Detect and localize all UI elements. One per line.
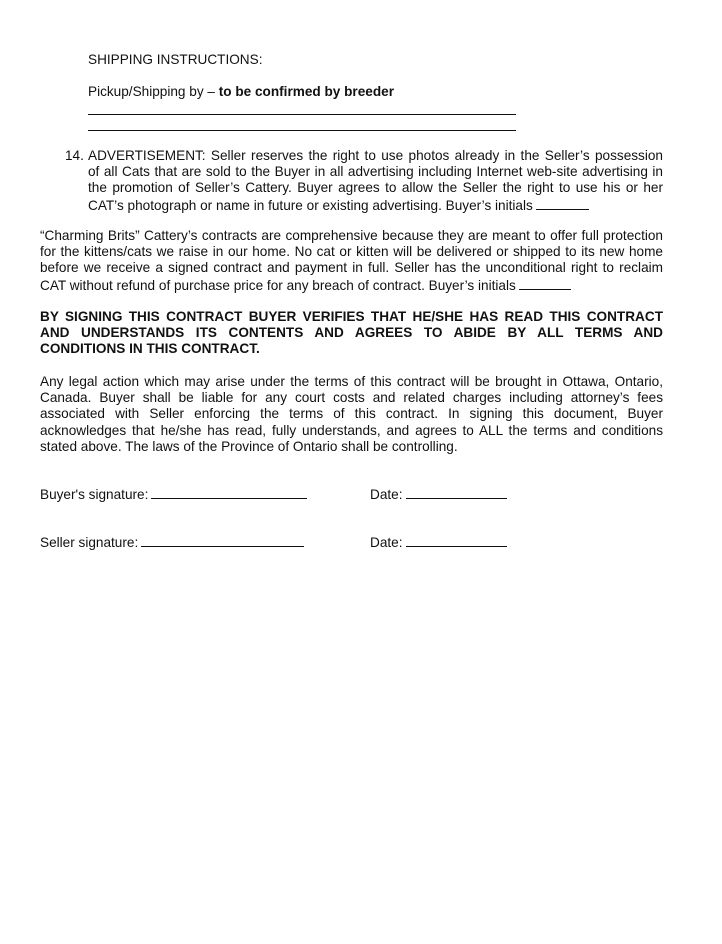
seller-date-field[interactable] (406, 534, 507, 547)
buyer-initials-field-cattery[interactable] (519, 277, 571, 290)
advertisement-clause (88, 148, 663, 214)
pickup-line (88, 84, 394, 100)
seller-signature-field[interactable] (141, 534, 304, 547)
buyer-signature-label: Buyer's signature: (40, 487, 149, 502)
buyer-date-field[interactable] (406, 486, 507, 499)
legal-paragraph (40, 374, 663, 455)
shipping-blank-line-2[interactable] (88, 130, 516, 131)
legal-line: stated above. The laws of the Province of Ontario shall be controlling. (40, 438, 458, 454)
pickup-label: Pickup/Shipping by – (88, 84, 219, 99)
legal-line: Canada. Buyer shall be liable for any court costs and related charges including attorney’s fees (40, 390, 663, 406)
advertisement-line: CAT’s photograph or name in future or existing advertising. Buyer’s initials (88, 197, 533, 213)
shipping-blank-line-1[interactable] (88, 114, 516, 115)
shipping-heading: SHIPPING INSTRUCTIONS: (88, 52, 263, 67)
item-number: 14. (65, 148, 84, 163)
buyer-initials-field-advertisement[interactable] (536, 197, 589, 210)
cattery-line: for the kittens/cats we raise in our home. No cat or kitten will be delivered or shipped to its new home (40, 244, 663, 260)
seller-date-label: Date: (370, 535, 403, 550)
cattery-line: “Charming Brits” Cattery’s contracts are comprehensive because they are meant to offer full protection (40, 228, 663, 243)
cattery-initials-line (40, 277, 663, 294)
buyer-signature-field[interactable] (151, 486, 307, 499)
verification-line: BY SIGNING THIS CONTRACT BUYER VERIFIES THAT HE/SHE HAS READ THIS CONTRACT (40, 309, 663, 324)
legal-line: Any legal action which may arise under the terms of this contract will be brought in Ottawa, Ontario, (40, 374, 663, 389)
advertisement-initials-line (88, 197, 663, 214)
verification-paragraph (40, 309, 663, 357)
cattery-line: CAT without refund of purchase price for any breach of contract. Buyer’s initials (40, 277, 516, 293)
seller-signature-row (40, 534, 304, 551)
advertisement-line: the promotion of Seller’s Cattery. Buyer agrees to allow the Seller the right to use his or her (88, 180, 663, 196)
verification-line: CONDITIONS IN THIS CONTRACT. (40, 341, 260, 357)
cattery-paragraph (40, 228, 663, 294)
buyer-date-label: Date: (370, 487, 403, 502)
legal-line: acknowledges that he/she has read, fully understands, and agrees to ALL the terms and conditions (40, 422, 663, 438)
seller-signature-label: Seller signature: (40, 535, 139, 550)
buyer-signature-row (40, 486, 307, 503)
advertisement-line: ADVERTISEMENT: Seller reserves the right to use photos already in the Seller’s possession (88, 148, 663, 163)
cattery-line: before we receive a signed contract and payment in full. Seller has the unconditional right to reclaim (40, 260, 663, 276)
buyer-date-row (370, 486, 507, 503)
seller-date-row (370, 534, 507, 551)
pickup-value: to be confirmed by breeder (218, 84, 394, 99)
verification-line: AND UNDERSTANDS ITS CONTENTS AND AGREES TO ABIDE BY ALL TERMS AND (40, 325, 663, 341)
legal-line: associated with Seller enforcing the terms of this contract. In signing this document, Buyer (40, 406, 663, 422)
advertisement-line: of all Cats that are sold to the Buyer in all advertising including Internet web-site advertising in (88, 164, 663, 180)
